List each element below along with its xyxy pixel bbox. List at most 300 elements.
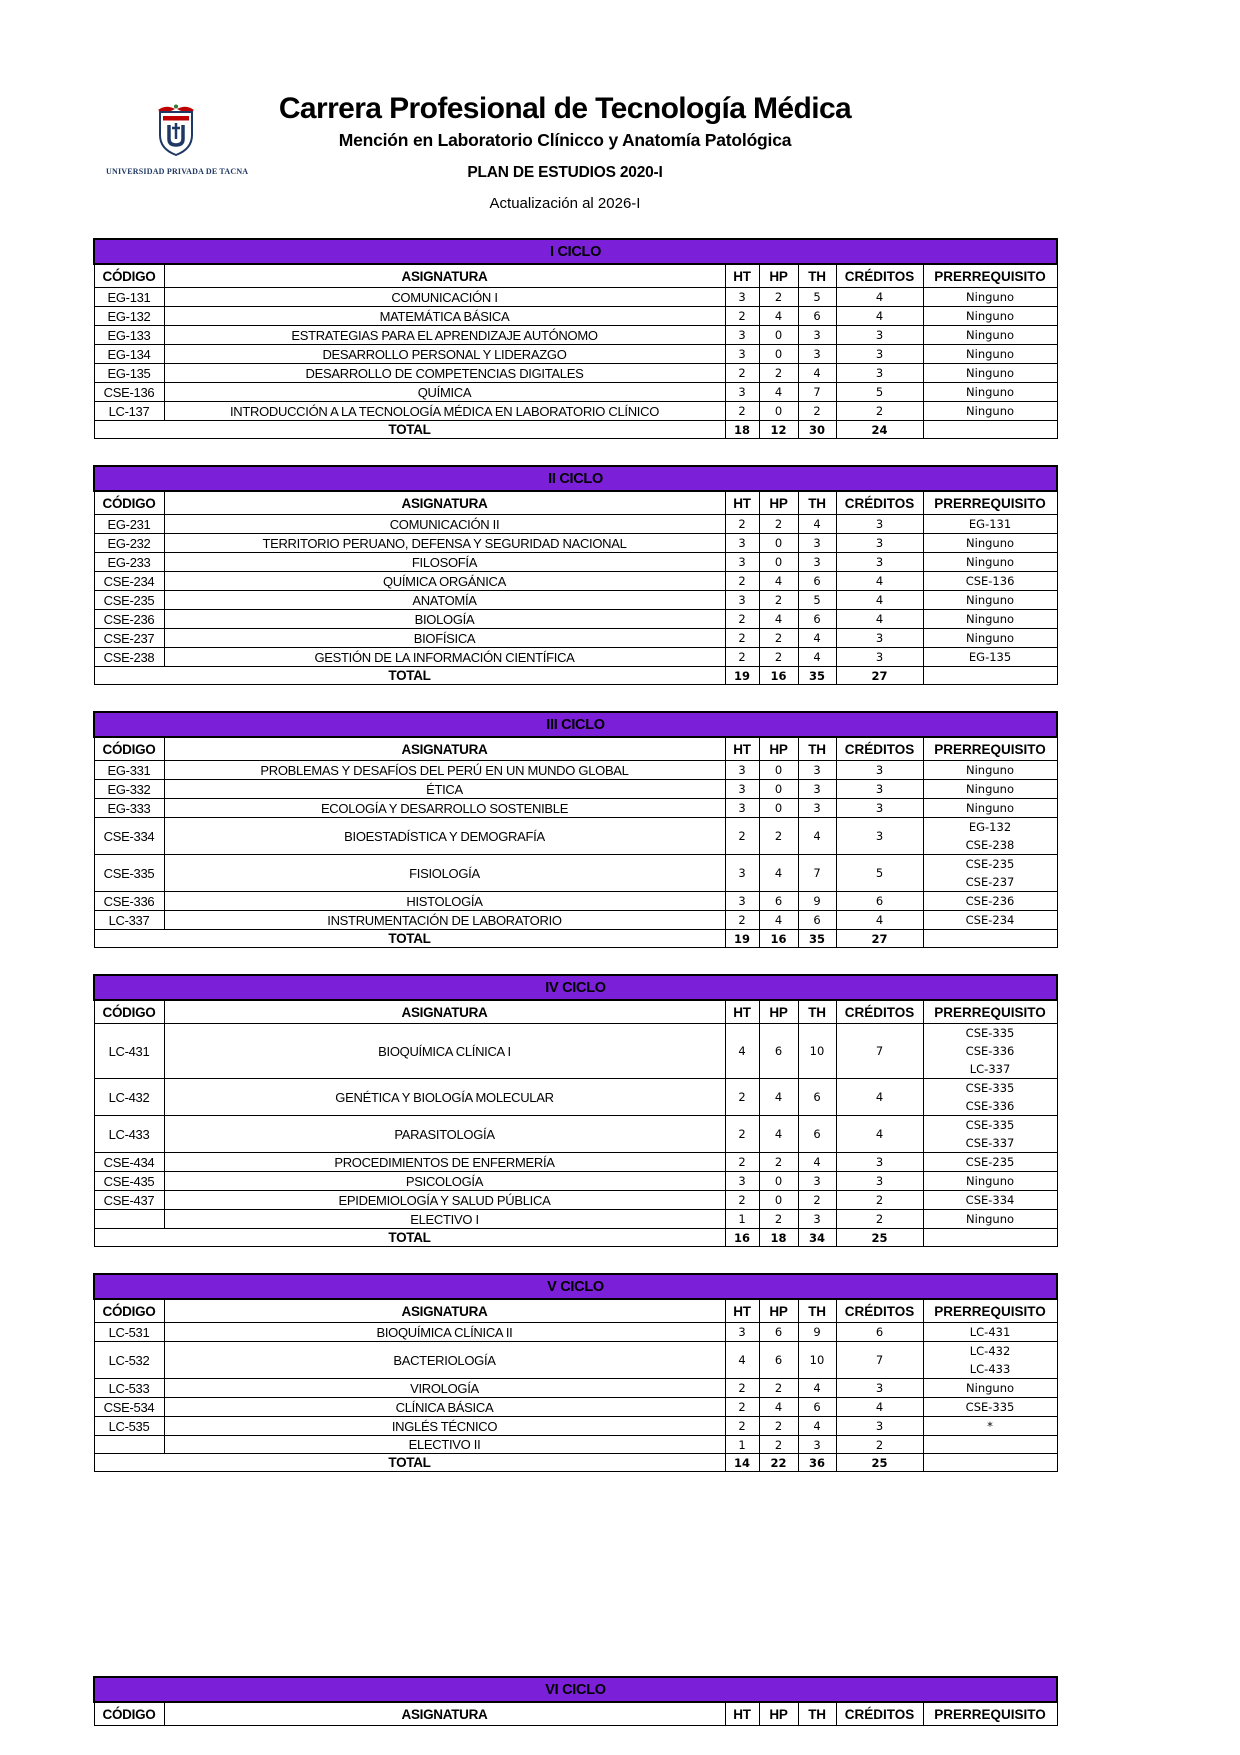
th-cell: 6 xyxy=(798,610,836,629)
course-name-cell: EPIDEMIOLOGÍA Y SALUD PÚBLICA xyxy=(164,1191,725,1210)
course-code-cell: EG-232 xyxy=(94,534,164,553)
prerequisite-cell xyxy=(923,1079,1057,1116)
prerequisite-line: Ninguno xyxy=(966,385,1015,399)
course-code-cell: CSE-136 xyxy=(94,383,164,402)
col-codigo: CÓDIGO xyxy=(94,1299,164,1323)
col-creditos: CRÉDITOS xyxy=(836,1000,923,1024)
total-prerequisite-cell xyxy=(923,667,1057,685)
cycle-table xyxy=(93,1273,1058,1472)
col-ht: HT xyxy=(725,491,759,515)
column-header-row xyxy=(94,1702,1057,1726)
col-creditos: CRÉDITOS xyxy=(836,491,923,515)
prerequisite-line: CSE-335 xyxy=(965,1400,1015,1414)
course-code-cell: EG-135 xyxy=(94,364,164,383)
total-hp-cell: 16 xyxy=(759,667,798,685)
prerequisite-cell xyxy=(923,629,1057,648)
prerequisite-line: Ninguno xyxy=(966,404,1015,418)
th-cell: 4 xyxy=(798,1417,836,1436)
th-cell: 3 xyxy=(798,780,836,799)
course-row xyxy=(94,1172,1057,1191)
credits-cell: 4 xyxy=(836,610,923,629)
credits-cell: 3 xyxy=(836,534,923,553)
course-code-cell: CSE-334 xyxy=(94,818,164,855)
course-code-cell: LC-137 xyxy=(94,402,164,421)
th-cell: 5 xyxy=(798,591,836,610)
course-row xyxy=(94,572,1057,591)
course-code-cell: CSE-234 xyxy=(94,572,164,591)
col-ht: HT xyxy=(725,1000,759,1024)
course-name-cell: QUÍMICA ORGÁNICA xyxy=(164,572,725,591)
col-codigo: CÓDIGO xyxy=(94,1000,164,1024)
prerequisite-line: Ninguno xyxy=(966,1381,1015,1395)
prerequisite-cell xyxy=(923,307,1057,326)
course-name-cell: PARASITOLOGÍA xyxy=(164,1116,725,1153)
course-row xyxy=(94,761,1057,780)
credits-cell: 4 xyxy=(836,307,923,326)
course-name-cell: ECOLOGÍA Y DESARROLLO SOSTENIBLE xyxy=(164,799,725,818)
course-name-cell: BIOFÍSICA xyxy=(164,629,725,648)
prerequisite-cell xyxy=(923,572,1057,591)
th-cell: 6 xyxy=(798,1079,836,1116)
col-codigo: CÓDIGO xyxy=(94,264,164,288)
total-label: TOTAL xyxy=(94,421,725,439)
total-ht-cell: 19 xyxy=(725,667,759,685)
total-hp-cell: 18 xyxy=(759,1229,798,1247)
course-row xyxy=(94,911,1057,930)
update-note: Actualización al 2026-I xyxy=(489,195,641,212)
hp-cell: 0 xyxy=(759,761,798,780)
prerequisite-cell xyxy=(923,1417,1057,1436)
ht-cell: 2 xyxy=(725,648,759,667)
course-code-cell: LC-535 xyxy=(94,1417,164,1436)
prerequisite-cell xyxy=(923,1210,1057,1229)
course-row xyxy=(94,780,1057,799)
prerequisite-cell xyxy=(923,534,1057,553)
prerequisite-line: CSE-336 xyxy=(965,1044,1015,1058)
hp-cell: 4 xyxy=(759,307,798,326)
prerequisite-cell xyxy=(923,326,1057,345)
prerequisite-line: CSE-238 xyxy=(965,838,1015,852)
th-cell: 6 xyxy=(798,911,836,930)
course-name-cell: TERRITORIO PERUANO, DEFENSA Y SEGURIDAD NACIONAL xyxy=(164,534,725,553)
ht-cell: 3 xyxy=(725,799,759,818)
hp-cell: 2 xyxy=(759,1436,798,1454)
prerequisite-cell xyxy=(923,1398,1057,1417)
ht-cell: 2 xyxy=(725,1153,759,1172)
course-name-cell: BIOESTADÍSTICA Y DEMOGRAFÍA xyxy=(164,818,725,855)
course-row xyxy=(94,799,1057,818)
total-row xyxy=(94,667,1057,685)
course-row xyxy=(94,1436,1057,1454)
course-name-cell: GESTIÓN DE LA INFORMACIÓN CIENTÍFICA xyxy=(164,648,725,667)
col-hp: HP xyxy=(759,1702,798,1726)
credits-cell: 4 xyxy=(836,591,923,610)
prerequisite-cell xyxy=(923,799,1057,818)
ht-cell: 2 xyxy=(725,629,759,648)
course-row xyxy=(94,1398,1057,1417)
course-code-cell: CSE-435 xyxy=(94,1172,164,1191)
course-row xyxy=(94,648,1057,667)
course-code-cell: CSE-434 xyxy=(94,1153,164,1172)
th-cell: 4 xyxy=(798,364,836,383)
credits-cell: 6 xyxy=(836,892,923,911)
total-cr-cell: 27 xyxy=(836,930,923,948)
prerequisite-line: CSE-335 xyxy=(965,1081,1015,1095)
prerequisite-line: CSE-136 xyxy=(965,574,1015,588)
total-ht-cell: 19 xyxy=(725,930,759,948)
hp-cell: 2 xyxy=(759,1153,798,1172)
course-code-cell: CSE-236 xyxy=(94,610,164,629)
ht-cell: 3 xyxy=(725,1172,759,1191)
course-row xyxy=(94,1079,1057,1116)
th-cell: 5 xyxy=(798,288,836,307)
total-row xyxy=(94,1229,1057,1247)
hp-cell: 0 xyxy=(759,553,798,572)
ht-cell: 3 xyxy=(725,780,759,799)
col-ht: HT xyxy=(725,737,759,761)
prerequisite-cell xyxy=(923,818,1057,855)
col-th: TH xyxy=(798,737,836,761)
ht-cell: 2 xyxy=(725,515,759,534)
prerequisite-line: LC-431 xyxy=(969,1325,1011,1339)
ht-cell: 3 xyxy=(725,892,759,911)
prerequisite-line: Ninguno xyxy=(966,631,1015,645)
plan-title: PLAN DE ESTUDIOS 2020-I xyxy=(467,164,663,181)
col-creditos: CRÉDITOS xyxy=(836,1702,923,1726)
col-prerrequisito: PRERREQUISITO xyxy=(923,264,1057,288)
prerequisite-line: CSE-234 xyxy=(965,913,1015,927)
course-code-cell: EG-333 xyxy=(94,799,164,818)
course-row xyxy=(94,1342,1057,1379)
th-cell: 10 xyxy=(798,1024,836,1079)
course-row xyxy=(94,364,1057,383)
course-row xyxy=(94,591,1057,610)
prerequisite-cell xyxy=(923,761,1057,780)
hp-cell: 2 xyxy=(759,1210,798,1229)
col-prerrequisito: PRERREQUISITO xyxy=(923,1702,1057,1726)
th-cell: 4 xyxy=(798,629,836,648)
ht-cell: 2 xyxy=(725,610,759,629)
th-cell: 4 xyxy=(798,1153,836,1172)
th-cell: 3 xyxy=(798,534,836,553)
th-cell: 9 xyxy=(798,1323,836,1342)
total-ht-cell: 14 xyxy=(725,1454,759,1472)
ht-cell: 3 xyxy=(725,534,759,553)
col-ht: HT xyxy=(725,1702,759,1726)
prerequisite-cell xyxy=(923,1436,1057,1454)
prerequisite-line: Ninguno xyxy=(966,1174,1015,1188)
university-logo xyxy=(106,103,249,176)
column-header-row xyxy=(94,491,1057,515)
ht-cell: 2 xyxy=(725,1398,759,1417)
prerequisite-line: CSE-336 xyxy=(965,1099,1015,1113)
credits-cell: 5 xyxy=(836,383,923,402)
ht-cell: 3 xyxy=(725,383,759,402)
course-name-cell: ELECTIVO I xyxy=(164,1210,725,1229)
prerequisite-line: LC-432 xyxy=(969,1344,1011,1358)
th-cell: 6 xyxy=(798,1116,836,1153)
prerequisite-cell xyxy=(923,383,1057,402)
course-name-cell: DESARROLLO PERSONAL Y LIDERAZGO xyxy=(164,345,725,364)
ht-cell: 2 xyxy=(725,1079,759,1116)
hp-cell: 4 xyxy=(759,911,798,930)
total-row xyxy=(94,930,1057,948)
total-cr-cell: 24 xyxy=(836,421,923,439)
course-code-cell: LC-337 xyxy=(94,911,164,930)
hp-cell: 2 xyxy=(759,629,798,648)
prerequisite-line: Ninguno xyxy=(966,309,1015,323)
prerequisite-cell xyxy=(923,591,1057,610)
th-cell: 3 xyxy=(798,326,836,345)
course-name-cell: ANATOMÍA xyxy=(164,591,725,610)
ht-cell: 3 xyxy=(725,761,759,780)
col-th: TH xyxy=(798,1299,836,1323)
course-name-cell: ÉTICA xyxy=(164,780,725,799)
prerequisite-cell xyxy=(923,288,1057,307)
th-cell: 2 xyxy=(798,402,836,421)
course-name-cell: BIOLOGÍA xyxy=(164,610,725,629)
prerequisite-cell xyxy=(923,1342,1057,1379)
credits-cell: 2 xyxy=(836,1436,923,1454)
cycle-title: I CICLO xyxy=(550,243,602,260)
prerequisite-line: Ninguno xyxy=(966,328,1015,342)
course-row xyxy=(94,1210,1057,1229)
hp-cell: 2 xyxy=(759,1379,798,1398)
credits-cell: 7 xyxy=(836,1024,923,1079)
prerequisite-line: CSE-236 xyxy=(965,894,1015,908)
prerequisite-line: Ninguno xyxy=(966,612,1015,626)
course-name-cell: ESTRATEGIAS PARA EL APRENDIZAJE AUTÓNOMO xyxy=(164,326,725,345)
th-cell: 9 xyxy=(798,892,836,911)
prerequisite-line: Ninguno xyxy=(966,347,1015,361)
col-creditos: CRÉDITOS xyxy=(836,737,923,761)
prerequisite-line: Ninguno xyxy=(966,536,1015,550)
credits-cell: 3 xyxy=(836,1417,923,1436)
credits-cell: 4 xyxy=(836,911,923,930)
ht-cell: 2 xyxy=(725,364,759,383)
course-row xyxy=(94,1323,1057,1342)
total-th-cell: 35 xyxy=(798,930,836,948)
hp-cell: 4 xyxy=(759,855,798,892)
total-hp-cell: 22 xyxy=(759,1454,798,1472)
course-code-cell: EG-231 xyxy=(94,515,164,534)
cycle-band xyxy=(94,466,1057,491)
course-code-cell: CSE-235 xyxy=(94,591,164,610)
ht-cell: 3 xyxy=(725,288,759,307)
credits-cell: 4 xyxy=(836,288,923,307)
total-label: TOTAL xyxy=(94,1454,725,1472)
total-prerequisite-cell xyxy=(923,1454,1057,1472)
prerequisite-line: CSE-337 xyxy=(965,1136,1015,1150)
university-name: UNIVERSIDAD PRIVADA DE TACNA xyxy=(106,167,249,176)
credits-cell: 6 xyxy=(836,1323,923,1342)
course-row xyxy=(94,1417,1057,1436)
course-code-cell: EG-332 xyxy=(94,780,164,799)
hp-cell: 4 xyxy=(759,1398,798,1417)
credits-cell: 3 xyxy=(836,629,923,648)
prerequisite-cell xyxy=(923,892,1057,911)
col-asignatura: ASIGNATURA xyxy=(164,264,725,288)
col-codigo: CÓDIGO xyxy=(94,1702,164,1726)
column-header-row xyxy=(94,737,1057,761)
course-row xyxy=(94,402,1057,421)
th-cell: 3 xyxy=(798,1436,836,1454)
col-prerrequisito: PRERREQUISITO xyxy=(923,1299,1057,1323)
course-code-cell: LC-432 xyxy=(94,1079,164,1116)
ht-cell: 3 xyxy=(725,591,759,610)
course-name-cell: DESARROLLO DE COMPETENCIAS DIGITALES xyxy=(164,364,725,383)
course-name-cell: INTRODUCCIÓN A LA TECNOLOGÍA MÉDICA EN LABORATORIO CLÍNICO xyxy=(164,402,725,421)
course-row xyxy=(94,307,1057,326)
prerequisite-line: LC-337 xyxy=(969,1062,1011,1076)
course-name-cell: INGLÉS TÉCNICO xyxy=(164,1417,725,1436)
credits-cell: 3 xyxy=(836,364,923,383)
col-asignatura: ASIGNATURA xyxy=(164,491,725,515)
course-code-cell: CSE-336 xyxy=(94,892,164,911)
total-hp-cell: 12 xyxy=(759,421,798,439)
th-cell: 3 xyxy=(798,1210,836,1229)
credits-cell: 2 xyxy=(836,1191,923,1210)
course-name-cell: BIOQUÍMICA CLÍNICA I xyxy=(164,1024,725,1079)
th-cell: 2 xyxy=(798,1191,836,1210)
col-th: TH xyxy=(798,264,836,288)
col-hp: HP xyxy=(759,491,798,515)
credits-cell: 3 xyxy=(836,1153,923,1172)
ht-cell: 4 xyxy=(725,1024,759,1079)
course-row xyxy=(94,326,1057,345)
course-row xyxy=(94,892,1057,911)
th-cell: 3 xyxy=(798,345,836,364)
hp-cell: 4 xyxy=(759,1079,798,1116)
total-row xyxy=(94,1454,1057,1472)
total-hp-cell: 16 xyxy=(759,930,798,948)
col-creditos: CRÉDITOS xyxy=(836,1299,923,1323)
prerequisite-cell xyxy=(923,1172,1057,1191)
ht-cell: 2 xyxy=(725,1417,759,1436)
prerequisite-line: Ninguno xyxy=(966,366,1015,380)
col-th: TH xyxy=(798,1000,836,1024)
credits-cell: 3 xyxy=(836,553,923,572)
ht-cell: 4 xyxy=(725,1342,759,1379)
cycle-table xyxy=(93,711,1058,948)
course-code-cell: CSE-534 xyxy=(94,1398,164,1417)
prerequisite-cell xyxy=(923,1153,1057,1172)
col-codigo: CÓDIGO xyxy=(94,737,164,761)
ht-cell: 3 xyxy=(725,326,759,345)
prerequisite-cell xyxy=(923,1024,1057,1079)
course-name-cell: GENÉTICA Y BIOLOGÍA MOLECULAR xyxy=(164,1079,725,1116)
hp-cell: 4 xyxy=(759,383,798,402)
total-row xyxy=(94,421,1057,439)
ht-cell: 1 xyxy=(725,1436,759,1454)
prerequisite-cell xyxy=(923,515,1057,534)
hp-cell: 4 xyxy=(759,610,798,629)
prerequisite-line: Ninguno xyxy=(966,1212,1015,1226)
course-code-cell: LC-433 xyxy=(94,1116,164,1153)
course-row xyxy=(94,345,1057,364)
course-code-cell xyxy=(94,1436,164,1454)
total-ht-cell: 16 xyxy=(725,1229,759,1247)
course-name-cell: FILOSOFÍA xyxy=(164,553,725,572)
credits-cell: 3 xyxy=(836,515,923,534)
col-ht: HT xyxy=(725,1299,759,1323)
prerequisite-line: Ninguno xyxy=(966,555,1015,569)
col-th: TH xyxy=(798,1702,836,1726)
course-name-cell: BACTERIOLOGÍA xyxy=(164,1342,725,1379)
credits-cell: 4 xyxy=(836,572,923,591)
hp-cell: 0 xyxy=(759,780,798,799)
cycle-table xyxy=(93,465,1058,685)
course-name-cell: COMUNICACIÓN I xyxy=(164,288,725,307)
hp-cell: 2 xyxy=(759,288,798,307)
th-cell: 7 xyxy=(798,855,836,892)
course-row xyxy=(94,1191,1057,1210)
cycle-title: V CICLO xyxy=(547,1278,604,1295)
th-cell: 4 xyxy=(798,1379,836,1398)
col-prerrequisito: PRERREQUISITO xyxy=(923,491,1057,515)
ht-cell: 3 xyxy=(725,345,759,364)
ht-cell: 3 xyxy=(725,553,759,572)
credits-cell: 3 xyxy=(836,1172,923,1191)
total-cr-cell: 25 xyxy=(836,1454,923,1472)
hp-cell: 6 xyxy=(759,1024,798,1079)
total-label: TOTAL xyxy=(94,930,725,948)
total-prerequisite-cell xyxy=(923,421,1057,439)
cycle-band xyxy=(94,1274,1057,1299)
ht-cell: 2 xyxy=(725,1191,759,1210)
prerequisite-line: EG-132 xyxy=(968,820,1012,834)
hp-cell: 6 xyxy=(759,1323,798,1342)
total-cr-cell: 25 xyxy=(836,1229,923,1247)
course-name-cell: PSICOLOGÍA xyxy=(164,1172,725,1191)
course-code-cell: EG-131 xyxy=(94,288,164,307)
total-th-cell: 36 xyxy=(798,1454,836,1472)
credits-cell: 3 xyxy=(836,648,923,667)
hp-cell: 0 xyxy=(759,534,798,553)
prerequisite-cell xyxy=(923,855,1057,892)
hp-cell: 4 xyxy=(759,572,798,591)
course-name-cell: INSTRUMENTACIÓN DE LABORATORIO xyxy=(164,911,725,930)
prerequisite-cell xyxy=(923,402,1057,421)
col-th: TH xyxy=(798,491,836,515)
hp-cell: 0 xyxy=(759,402,798,421)
credits-cell: 3 xyxy=(836,818,923,855)
course-row xyxy=(94,515,1057,534)
credits-cell: 4 xyxy=(836,1398,923,1417)
course-name-cell: PROBLEMAS Y DESAFÍOS DEL PERÚ EN UN MUNDO GLOBAL xyxy=(164,761,725,780)
course-row xyxy=(94,288,1057,307)
course-code-cell: CSE-238 xyxy=(94,648,164,667)
ht-cell: 2 xyxy=(725,911,759,930)
prerequisite-line: Ninguno xyxy=(966,290,1015,304)
course-row xyxy=(94,1153,1057,1172)
credits-cell: 4 xyxy=(836,1116,923,1153)
ht-cell: 3 xyxy=(725,855,759,892)
total-label: TOTAL xyxy=(94,1229,725,1247)
col-asignatura: ASIGNATURA xyxy=(164,1000,725,1024)
course-row xyxy=(94,553,1057,572)
th-cell: 6 xyxy=(798,307,836,326)
prerequisite-line: CSE-335 xyxy=(965,1026,1015,1040)
prerequisite-cell xyxy=(923,648,1057,667)
university-shield-icon xyxy=(150,146,202,163)
prerequisite-cell xyxy=(923,345,1057,364)
cycle-table xyxy=(93,1676,1058,1726)
ht-cell: 1 xyxy=(725,1210,759,1229)
course-name-cell: ELECTIVO II xyxy=(164,1436,725,1454)
prerequisite-line: Ninguno xyxy=(966,782,1014,796)
th-cell: 7 xyxy=(798,383,836,402)
